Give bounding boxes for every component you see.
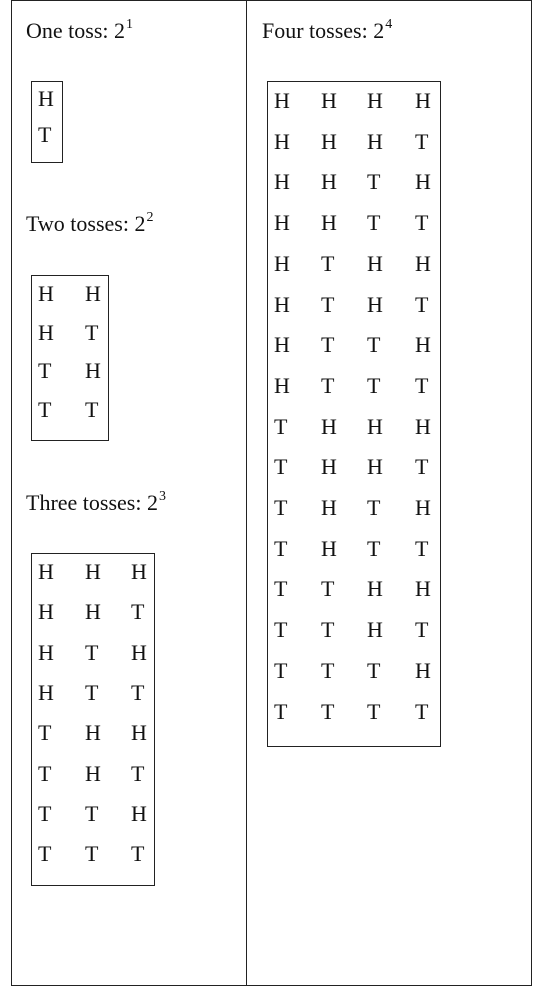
outcome-cell: T [38, 720, 52, 746]
outcome-cell: T [367, 210, 381, 236]
outcome-cell: T [274, 617, 288, 643]
heading-two-tosses-exponent: 2 [146, 210, 154, 225]
outcome-cell: H [415, 332, 431, 358]
outcome-cell: T [321, 291, 335, 317]
heading-three-tosses [26, 489, 166, 515]
outcome-cell: H [274, 88, 290, 113]
table-row [32, 679, 154, 716]
table-row [32, 601, 154, 635]
outcome-cell: T [367, 657, 381, 683]
outcome-cell: T [131, 760, 145, 786]
outcome-cell: T [274, 495, 288, 520]
outcome-cell: T [321, 657, 335, 683]
outcome-cell: H [131, 559, 147, 584]
outcome-cell: T [38, 841, 52, 867]
table-row [32, 561, 154, 595]
outcome-cell: T [85, 397, 99, 423]
heading-four-tosses-exponent: 4 [385, 17, 393, 32]
outcome-cell: H [85, 559, 101, 584]
table-row [32, 319, 108, 356]
outcome-cell: T [85, 841, 99, 867]
outcome-cell: H [415, 576, 431, 602]
table-row [268, 250, 440, 287]
heading-three-tosses-exponent: 3 [158, 489, 166, 504]
outcome-cell: T [274, 657, 288, 683]
outcome-cell: H [415, 250, 431, 276]
outcomes-table-three-tosses [31, 553, 155, 886]
outcome-cell: H [367, 128, 383, 154]
outcome-cell: T [85, 319, 99, 345]
outcome-cell: H [38, 86, 54, 111]
table-row [268, 372, 440, 409]
table-row [268, 413, 440, 450]
outcome-cell: H [131, 639, 147, 665]
outcome-cell: T [415, 210, 429, 236]
outcome-cell: T [85, 639, 99, 665]
heading-two-tosses-text: Two tosses: 2 [26, 211, 146, 236]
table-row [32, 88, 62, 122]
outcome-cell: H [38, 319, 54, 345]
table-row [268, 698, 440, 735]
heading-four-tosses [262, 17, 393, 43]
outcome-cell: H [321, 495, 337, 520]
table-row [32, 722, 154, 756]
outcome-cell: T [131, 841, 145, 867]
outcome-cell: T [415, 535, 429, 561]
outcome-cell: T [367, 332, 381, 358]
table-row [268, 619, 440, 653]
outcome-cell: T [131, 599, 145, 625]
table-row [32, 283, 108, 317]
outcome-cell: T [131, 679, 145, 705]
outcome-cell: H [38, 639, 54, 665]
outcome-cell: T [38, 760, 52, 786]
outcome-cell: T [274, 454, 288, 480]
outcome-cell: T [274, 413, 288, 439]
outcome-cell: H [367, 88, 383, 113]
outcome-cell: H [85, 358, 101, 384]
heading-one-toss [26, 17, 133, 43]
table-row [32, 639, 154, 676]
outcome-cell: H [367, 250, 383, 276]
outcome-cell: H [131, 800, 147, 826]
outcome-cell: T [367, 169, 381, 195]
outcome-cell: H [367, 413, 383, 439]
outcome-cell: T [38, 121, 52, 147]
outcome-cell: T [415, 291, 429, 317]
table-row [268, 212, 440, 246]
outcome-cell: H [38, 599, 54, 625]
outcomes-table-two-tosses [31, 275, 109, 441]
outcome-cell: H [321, 128, 337, 154]
outcome-cell: H [274, 332, 290, 358]
outcome-cell: T [415, 454, 429, 480]
heading-four-tosses-text: Four tosses: 2 [262, 18, 385, 43]
outcome-cell: T [415, 617, 429, 643]
outcome-cell: T [38, 800, 52, 826]
outcome-cell: H [85, 760, 101, 786]
outcome-cell: T [38, 397, 52, 423]
outcome-cell: T [321, 332, 335, 358]
outcome-cell: H [85, 281, 101, 306]
table-row [32, 399, 108, 433]
outcome-cell: H [415, 413, 431, 439]
outcome-cell: H [415, 169, 431, 195]
table-row [268, 535, 440, 572]
outcome-cell: T [367, 495, 381, 520]
outcome-cell: H [415, 495, 431, 520]
outcome-cell: T [274, 576, 288, 602]
heading-one-toss-text: One toss: 2 [26, 18, 125, 43]
outcome-cell: H [131, 720, 147, 746]
outcome-cell: H [274, 250, 290, 276]
outcome-cell: T [415, 698, 429, 724]
outcome-cell: H [367, 454, 383, 480]
outcome-cell: H [38, 679, 54, 705]
outcome-cell: H [38, 281, 54, 306]
outcome-cell: H [321, 413, 337, 439]
table-row [268, 291, 440, 328]
outcome-cell: H [274, 291, 290, 317]
outcome-cell: H [38, 559, 54, 584]
outcomes-table-four-tosses [267, 81, 441, 747]
table-row [268, 456, 440, 490]
outcome-cell: H [274, 372, 290, 398]
outcome-cell: T [367, 535, 381, 561]
outcome-cell: H [367, 617, 383, 643]
table-row [268, 497, 440, 531]
outcome-cell: T [367, 372, 381, 398]
outcome-cell: H [85, 599, 101, 625]
outcome-cell: H [415, 88, 431, 113]
outcome-cell: H [415, 657, 431, 683]
column-divider [246, 0, 247, 986]
outcome-cell: T [274, 535, 288, 561]
outcome-cell: H [321, 535, 337, 561]
table-row [32, 843, 154, 877]
heading-two-tosses [26, 210, 154, 236]
outcome-cell: T [367, 698, 381, 724]
outcome-cell: H [274, 169, 290, 195]
outcome-cell: H [274, 210, 290, 236]
outcome-cell: T [85, 800, 99, 826]
table-row [268, 90, 440, 124]
table-row [268, 128, 440, 165]
table-row [32, 121, 62, 158]
table-row [268, 578, 440, 612]
outcome-cell: T [321, 250, 335, 276]
outcome-cell: T [415, 128, 429, 154]
outcome-cell: H [321, 88, 337, 113]
outcome-cell: H [367, 291, 383, 317]
outcome-cell: H [321, 169, 337, 195]
outcome-cell: T [415, 372, 429, 398]
table-row [32, 800, 154, 837]
table-row [32, 760, 154, 797]
heading-one-toss-exponent: 1 [126, 17, 133, 32]
outcome-cell: H [85, 720, 101, 746]
outcome-cell: T [321, 698, 335, 724]
table-row [268, 657, 440, 694]
outcome-cell: H [321, 210, 337, 236]
outcomes-table-one-toss [31, 81, 63, 163]
outcome-cell: H [274, 128, 290, 154]
outcome-cell: T [321, 617, 335, 643]
table-row [268, 334, 440, 368]
outcome-cell: H [367, 576, 383, 602]
outcome-cell: T [321, 576, 335, 602]
table-row [268, 171, 440, 205]
table-row [32, 360, 108, 394]
heading-three-tosses-text: Three tosses: 2 [26, 490, 158, 515]
outcome-cell: T [321, 372, 335, 398]
outcome-cell: T [85, 679, 99, 705]
outcome-cell: H [321, 454, 337, 480]
outcome-cell: T [274, 698, 288, 724]
outcome-cell: T [38, 358, 52, 384]
